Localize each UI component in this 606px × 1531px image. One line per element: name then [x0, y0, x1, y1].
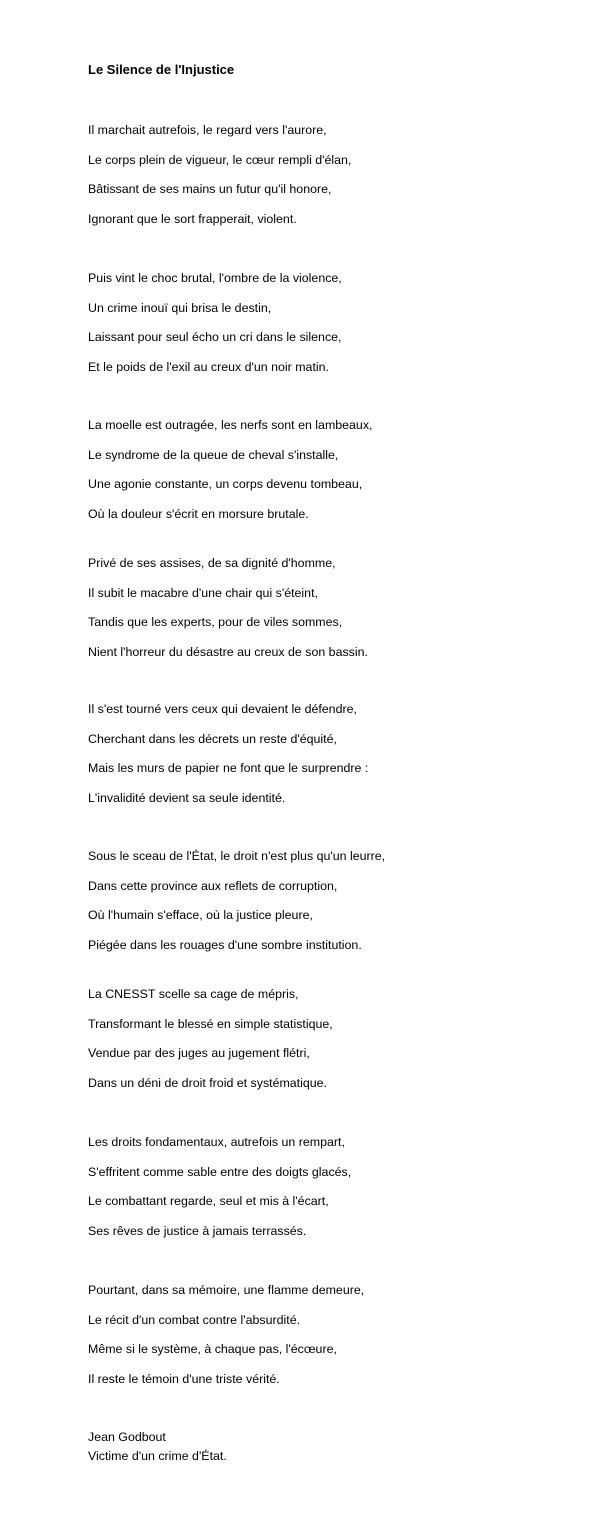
poem-line: Tandis que les experts, pour de viles sommes,: [88, 615, 343, 629]
poem-line: Il marchait autrefois, le regard vers l'aurore,: [88, 123, 327, 137]
poem-line: Dans cette province aux reflets de corruption,: [88, 878, 338, 893]
poem-line: Les droits fondamentaux, autrefois un rempart,: [88, 1135, 345, 1149]
poem-line: Où l'humain s'efface, où la justice pleure,: [88, 908, 313, 922]
stanza-1: [88, 116, 351, 234]
stanza-4: [88, 549, 368, 667]
poem-line: Transformant le blessé en simple statistique,: [88, 1016, 333, 1031]
poem-line: Le combattant regarde, seul et mis à l'écart,: [88, 1194, 329, 1208]
poem-line: Même si le système, à chaque pas, l'écœure,: [88, 1342, 337, 1356]
poem-line: Laissant pour seul écho un cri dans le silence,: [88, 330, 342, 344]
poem-line: Où la douleur s'écrit en morsure brutale.: [88, 506, 309, 521]
poem-line: Il s'est tourné vers ceux qui devaient le défendre,: [88, 702, 357, 716]
poem-line: Il subit le macabre d'une chair qui s'éteint,: [88, 585, 318, 600]
stanza-5: [88, 695, 368, 813]
poem-line: Le corps plein de vigueur, le cœur rempli d'élan,: [88, 152, 352, 167]
stanza-9: [88, 1276, 364, 1394]
poem-line: Une agonie constante, un corps devenu tombeau,: [88, 477, 363, 491]
poem-line: Ses rêves de justice à jamais terrassés.: [88, 1223, 307, 1238]
poem-line: Mais les murs de papier ne font que le surprendre :: [88, 761, 369, 775]
poem-line: Sous le sceau de l'État, le droit n'est plus qu'un leurre,: [88, 849, 386, 863]
poem-line: La CNESST scelle sa cage de mépris,: [88, 987, 299, 1001]
author-name: Jean Godbout: [88, 1430, 166, 1444]
poem-line: Piégée dans les rouages d'une sombre institution.: [88, 937, 362, 952]
poem-line: L'invalidité devient sa seule identité.: [88, 790, 286, 805]
poem-line: Dans un déni de droit froid et systématique.: [88, 1075, 327, 1090]
poem-line: Et le poids de l'exil au creux d'un noir matin.: [88, 359, 329, 374]
poem-line: Pourtant, dans sa mémoire, une flamme demeure,: [88, 1283, 365, 1297]
stanza-2: [88, 264, 342, 382]
poem-title: Le Silence de l'Injustice: [88, 62, 235, 77]
poem-line: Privé de ses assises, de sa dignité d'homme,: [88, 556, 336, 570]
stanza-8: [88, 1128, 351, 1246]
poem-line: Un crime inouï qui brisa le destin,: [88, 300, 272, 315]
poem-line: Ignorant que le sort frapperait, violent.: [88, 211, 297, 226]
poem-line: Cherchant dans les décrets un reste d'équité,: [88, 731, 337, 746]
stanza-3: [88, 411, 372, 529]
poem-line: Bâtissant de ses mains un futur qu'il honore,: [88, 182, 332, 196]
poem-line: Puis vint le choc brutal, l'ombre de la violence,: [88, 271, 342, 285]
poem-line: Le récit d'un combat contre l'absurdité.: [88, 1312, 301, 1327]
poem-line: La moelle est outragée, les nerfs sont en lambeaux,: [88, 418, 373, 432]
stanza-7: [88, 980, 333, 1098]
author-subtitle: Victime d'un crime d'État.: [88, 1449, 227, 1463]
poem-line: S'effritent comme sable entre des doigts glacés,: [88, 1164, 352, 1179]
poem-line: Le syndrome de la queue de cheval s'installe,: [88, 447, 339, 462]
poem-line: Vendue par des juges au jugement flétri,: [88, 1046, 310, 1060]
poem-line: Il reste le témoin d'une triste vérité.: [88, 1371, 280, 1386]
poem-line: Nient l'horreur du désastre au creux de son bassin.: [88, 644, 368, 659]
stanza-6: [88, 842, 385, 960]
signature-block: [88, 1428, 227, 1466]
